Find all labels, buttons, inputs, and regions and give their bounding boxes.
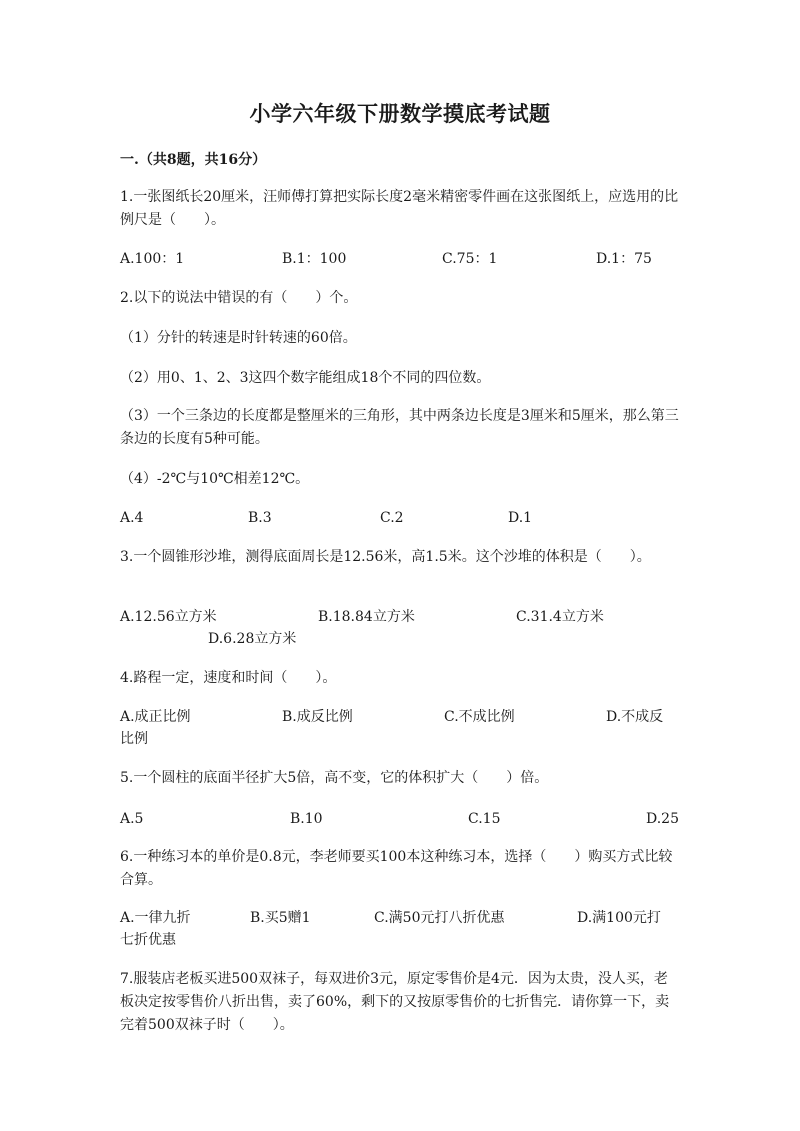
q3-option-d: D.6.28立方米 bbox=[208, 631, 297, 647]
question-1: 1.一张图纸长20厘米，汪师傅打算把实际长度2毫米精密零件画在这张图纸上，应选用的比例尺是（ ）。 bbox=[120, 189, 679, 228]
question-7: 7.服装店老板买进500双袜子，每双进价3元，原定零售价是4元．因为太贵，没人买，老板决定按零售价八折出售，卖了60%，剩下的又按原零售价的七折售完．请你算一下，卖完着500双袜子时（ ）。 bbox=[120, 971, 670, 1033]
q2-option-b: B.3 bbox=[248, 510, 272, 526]
question-3: 3.一个圆锥形沙堆，测得底面周长是12.56米，高1.5米。这个沙堆的体积是（ ）。 bbox=[120, 549, 651, 565]
question-6: 6.一种练习本的单价是0.8元，李老师要买100本这种练习本，选择（ ）购买方式比较合算。 bbox=[120, 849, 673, 888]
q4-option-d: D.不成反 bbox=[606, 709, 664, 725]
q2-option-a: A.4 bbox=[120, 510, 144, 526]
q1-option-a: A.100：1 bbox=[120, 251, 185, 267]
q6-option-c: C.满50元打八折优惠 bbox=[374, 910, 505, 926]
q6-option-b: B.买5赠1 bbox=[250, 910, 311, 926]
q2-option-d: D.1 bbox=[508, 510, 533, 526]
q4-option-c: C.不成比例 bbox=[444, 709, 515, 725]
q3-option-a: A.12.56立方米 bbox=[120, 609, 217, 625]
q2-statement-2: （2）用0、1、2、3这四个数字能组成18个不同的四位数。 bbox=[120, 370, 491, 386]
q5-option-b: B.10 bbox=[290, 811, 323, 827]
section-heading: 一.（共8题，共16分） bbox=[120, 152, 267, 168]
q3-option-c: C.31.4立方米 bbox=[516, 609, 604, 625]
q3-option-b: B.18.84立方米 bbox=[318, 609, 415, 625]
q5-option-d: D.25 bbox=[646, 811, 679, 827]
q6-option-d-continued: 七折优惠 bbox=[120, 932, 176, 948]
q5-option-c: C.15 bbox=[468, 811, 501, 827]
page-title: 小学六年级下册数学摸底考试题 bbox=[249, 101, 551, 126]
q2-statement-3: （3）一个三条边的长度都是整厘米的三角形，其中两条边长度是3厘米和5厘米，那么第三条边的长度有5种可能。 bbox=[120, 408, 679, 447]
q4-option-b: B.成反比例 bbox=[282, 709, 353, 725]
q4-option-a: A.成正比例 bbox=[120, 709, 191, 725]
q1-option-b: B.1：100 bbox=[282, 251, 347, 267]
q2-statement-1: （1）分针的转速是时针转速的60倍。 bbox=[120, 330, 357, 346]
question-4: 4.路程一定，速度和时间（ ）。 bbox=[120, 670, 337, 686]
q2-statement-4: （4）-2℃与10℃相差12℃。 bbox=[120, 471, 310, 487]
question-5: 5.一个圆柱的底面半径扩大5倍，高不变，它的体积扩大（ ）倍。 bbox=[120, 770, 549, 786]
q6-option-d: D.满100元打 bbox=[577, 910, 661, 926]
q4-option-d-continued: 比例 bbox=[120, 731, 148, 747]
question-2: 2.以下的说法中错误的有（ ）个。 bbox=[120, 290, 358, 306]
q2-option-c: C.2 bbox=[380, 510, 404, 526]
q6-option-a: A.一律九折 bbox=[120, 910, 191, 926]
q1-option-d: D.1：75 bbox=[596, 251, 652, 267]
q1-option-c: C.75：1 bbox=[442, 251, 498, 267]
q5-option-a: A.5 bbox=[120, 811, 144, 827]
